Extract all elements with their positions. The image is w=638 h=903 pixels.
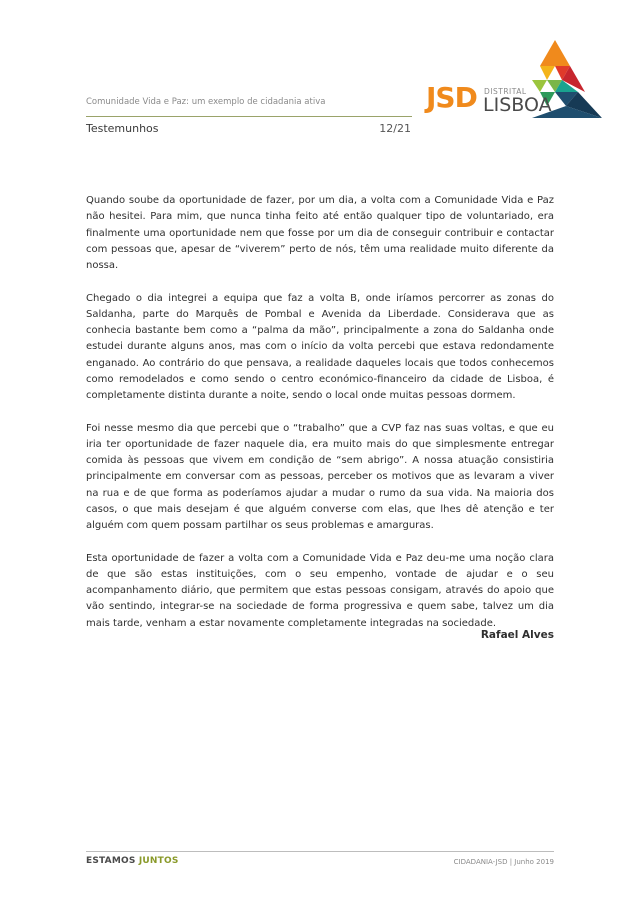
footer-divider — [86, 851, 554, 852]
footer-publication-info: CIDADANIA-JSD | Junho 2019 — [453, 858, 554, 866]
article-body — [86, 193, 554, 648]
footer-slogan-word-1: ESTAMOS — [86, 856, 136, 866]
paragraph-1: Quando soube da oportunidade de fazer, por um dia, a volta com a Comunidade Vida e Paz não hesitei. Para mim, que nunca tinha feito até então qualquer tipo de voluntariado, era finalmente uma oportunidade nem que fosse por um dia de conseguir contribuir e contactar com pessoas que, apesar de “viverem” perto de nós, têm uma realidade muito diferente da nossa. — [86, 195, 554, 271]
paragraph-4: Esta oportunidade de fazer a volta com a Comunidade Vida e Paz deu-me uma noção clara de que são estas instituições, com o seu empenho, vontade de ajudar e o seu acompanhamento diário, que permitem que estas pessoas consigam, através do apoio que vão sentindo, integrar-se na sociedade de forma progressiva e quem sabe, talvez um dia mais tarde, venham a estar novamente completamente integradas na sociedade. — [86, 552, 554, 629]
document-subtitle: Comunidade Vida e Paz: um exemplo de cidadania ativa — [86, 97, 326, 107]
footer-slogan-word-2: JUNTOS — [138, 856, 179, 866]
paragraph-2: Chegado o dia integrei a equipa que faz a volta B, onde iríamos percorrer as zonas do Saldanha, parte do Marquês de Pombal e Avenida da Liberdade. Considerava que as conhecia bastante bem como a “palma da mão”, principalmente a zona do Saldanha onde estudei durante alguns anos, mas com o início da volta percebi que estava redondamente enganado. Ao contrário do que pensava, a realidade daqueles locais que todos conhecemos como remodelados e como sendo o centro económico-financeiro da cidade de Lisboa, é completamente distinta durante a noite, sendo o local onde muitas pessoas dormem. — [86, 292, 554, 401]
logo-jsd-text: JSD — [426, 81, 477, 114]
footer-slogan — [86, 856, 179, 866]
page-number: 12/21 — [379, 122, 411, 135]
jsd-lisboa-logo — [426, 40, 602, 120]
header-divider — [86, 116, 412, 117]
logo-distrital-text: DISTRITAL — [484, 87, 527, 96]
author-signature: Rafael Alves — [480, 629, 554, 641]
section-title: Testemunhos — [86, 122, 159, 135]
logo-lisboa-text: LISBOA — [483, 94, 552, 116]
paragraph-3: Foi nesse mesmo dia que percebi que o “trabalho” que a CVP faz nas suas voltas, e que eu iria ter oportunidade de fazer naquele dia, era muito mais do que simplesmente entregar comida às pessoas que vivem em condição de “sem abrigo”. A nossa atuação consistiria principalmente em conversar com as pessoas, perceber os motivos que as levaram a viver na rua e de que forma as poderíamos ajudar a mudar o rumo da sua vida. Na maioria dos casos, o que mais desejam é que alguém converse com elas, que lhes dê atenção e ter alguém com quem possam partilhar os seus problemas e amarguras. — [86, 422, 554, 531]
